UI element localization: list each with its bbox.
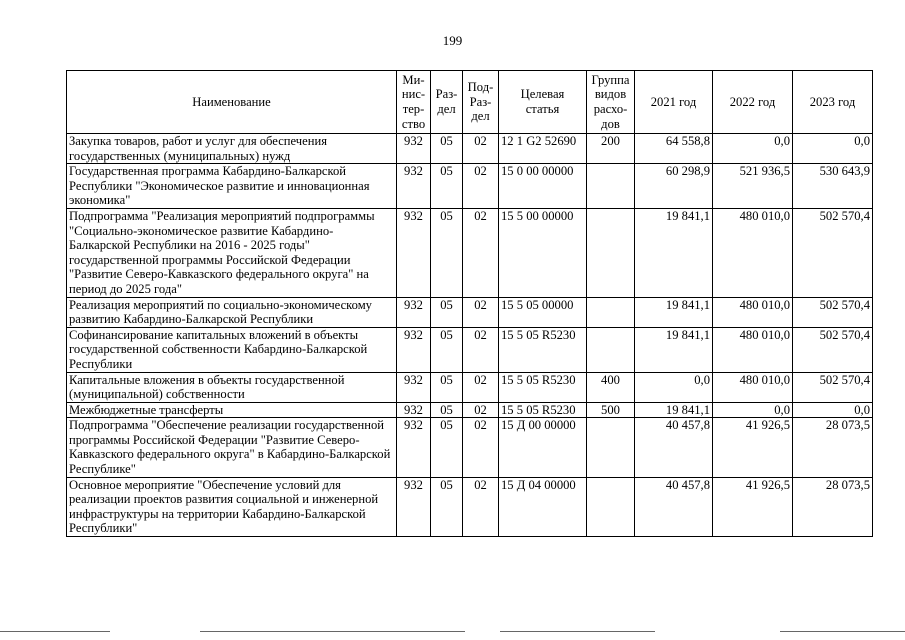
row-2022: 480 010,0 bbox=[713, 372, 793, 402]
row-name: Софинансирование капитальных вложений в объекты государственной собственности Кабардино-Балкарской Республики bbox=[67, 327, 397, 372]
scan-edge-line bbox=[780, 631, 905, 632]
header-2022: 2022 год bbox=[713, 71, 793, 134]
row-2021: 19 841,1 bbox=[635, 297, 713, 327]
header-name: Наименование bbox=[67, 71, 397, 134]
row-section: 05 bbox=[431, 418, 463, 477]
row-target: 15 Д 00 00000 bbox=[499, 418, 587, 477]
row-section: 05 bbox=[431, 164, 463, 209]
header-ministry-line: нис- bbox=[401, 87, 426, 102]
table-row bbox=[67, 134, 873, 164]
header-section bbox=[431, 71, 463, 134]
table-row bbox=[67, 418, 873, 477]
header-subsection-line: Раз- bbox=[469, 94, 492, 109]
row-2021: 60 298,9 bbox=[635, 164, 713, 209]
row-2022: 480 010,0 bbox=[713, 327, 793, 372]
row-2021: 19 841,1 bbox=[635, 208, 713, 297]
row-group bbox=[587, 327, 635, 372]
scan-edge-line bbox=[0, 631, 110, 632]
row-subsection: 02 bbox=[463, 327, 499, 372]
row-target: 12 1 G2 52690 bbox=[499, 134, 587, 164]
header-ministry-line: ство bbox=[401, 116, 426, 131]
header-target bbox=[499, 71, 587, 134]
header-subsection bbox=[463, 71, 499, 134]
row-name: Межбюджетные трансферты bbox=[67, 402, 397, 418]
row-2022: 41 926,5 bbox=[713, 477, 793, 536]
scan-edge-line bbox=[500, 631, 655, 632]
header-section-line: Раз- bbox=[435, 87, 458, 102]
table-row bbox=[67, 208, 873, 297]
row-section: 05 bbox=[431, 372, 463, 402]
row-2022: 521 936,5 bbox=[713, 164, 793, 209]
row-section: 05 bbox=[431, 327, 463, 372]
row-group bbox=[587, 418, 635, 477]
page-number: 199 bbox=[442, 33, 463, 48]
row-2022: 480 010,0 bbox=[713, 208, 793, 297]
row-2023: 0,0 bbox=[793, 402, 873, 418]
row-ministry: 932 bbox=[397, 372, 431, 402]
row-name: Государственная программа Кабардино-Балкарской Республики "Экономическое развитие и инновационная экономика" bbox=[67, 164, 397, 209]
row-2023: 28 073,5 bbox=[793, 477, 873, 536]
row-subsection: 02 bbox=[463, 164, 499, 209]
row-ministry: 932 bbox=[397, 208, 431, 297]
table-row bbox=[67, 372, 873, 402]
row-group bbox=[587, 297, 635, 327]
row-subsection: 02 bbox=[463, 297, 499, 327]
row-2022: 480 010,0 bbox=[713, 297, 793, 327]
row-subsection: 02 bbox=[463, 477, 499, 536]
row-2022: 0,0 bbox=[713, 402, 793, 418]
row-target: 15 0 00 00000 bbox=[499, 164, 587, 209]
header-group-line: видов bbox=[594, 87, 627, 102]
row-2022: 0,0 bbox=[713, 134, 793, 164]
row-target: 15 5 00 00000 bbox=[499, 208, 587, 297]
row-group bbox=[587, 477, 635, 536]
row-section: 05 bbox=[431, 477, 463, 536]
row-2021: 40 457,8 bbox=[635, 477, 713, 536]
row-2022: 41 926,5 bbox=[713, 418, 793, 477]
row-2023: 502 570,4 bbox=[793, 327, 873, 372]
row-group bbox=[587, 208, 635, 297]
row-target: 15 Д 04 00000 bbox=[499, 477, 587, 536]
row-target: 15 5 05 00000 bbox=[499, 297, 587, 327]
header-ministry bbox=[397, 71, 431, 134]
header-2021: 2021 год bbox=[635, 71, 713, 134]
row-name: Подпрограмма "Реализация мероприятий подпрограммы "Социально-экономическое развитие Кабардино-Балкарской Республики на 2016 - 2025 годы" государственной программы Российской Федерации "Развитие Северо-Кавказского федерального округа" на период до 2025 года" bbox=[67, 208, 397, 297]
row-2023: 502 570,4 bbox=[793, 372, 873, 402]
row-ministry: 932 bbox=[397, 297, 431, 327]
row-group: 400 bbox=[587, 372, 635, 402]
table-row bbox=[67, 477, 873, 536]
row-subsection: 02 bbox=[463, 418, 499, 477]
header-subsection-line: дел bbox=[471, 109, 490, 124]
table-row bbox=[67, 327, 873, 372]
scan-edge-line bbox=[200, 631, 465, 632]
header-group-line: дов bbox=[601, 116, 620, 131]
header-target-line: Целевая bbox=[520, 87, 565, 102]
budget-table bbox=[66, 70, 873, 537]
row-group bbox=[587, 164, 635, 209]
row-subsection: 02 bbox=[463, 208, 499, 297]
row-ministry: 932 bbox=[397, 164, 431, 209]
row-ministry: 932 bbox=[397, 402, 431, 418]
row-ministry: 932 bbox=[397, 327, 431, 372]
row-2023: 502 570,4 bbox=[793, 208, 873, 297]
row-name: Основное мероприятие "Обеспечение условий для реализации проектов развития социальной и инженерной инфраструктуры на территории Кабардино-Балкарской Республики" bbox=[67, 477, 397, 536]
row-section: 05 bbox=[431, 134, 463, 164]
row-target: 15 5 05 R5230 bbox=[499, 402, 587, 418]
row-2021: 0,0 bbox=[635, 372, 713, 402]
header-2023: 2023 год bbox=[793, 71, 873, 134]
row-ministry: 932 bbox=[397, 477, 431, 536]
header-subsection-line: Под- bbox=[467, 80, 494, 95]
table-row bbox=[67, 164, 873, 209]
header-target-line: статья bbox=[525, 102, 560, 116]
row-section: 05 bbox=[431, 297, 463, 327]
row-group: 500 bbox=[587, 402, 635, 418]
row-subsection: 02 bbox=[463, 402, 499, 418]
header-group-line: Группа bbox=[591, 72, 630, 87]
row-subsection: 02 bbox=[463, 372, 499, 402]
row-2023: 502 570,4 bbox=[793, 297, 873, 327]
row-group: 200 bbox=[587, 134, 635, 164]
table-row bbox=[67, 402, 873, 418]
table-row bbox=[67, 297, 873, 327]
header-ministry-line: Ми- bbox=[402, 72, 425, 87]
row-2023: 28 073,5 bbox=[793, 418, 873, 477]
row-section: 05 bbox=[431, 402, 463, 418]
header-section-line: дел bbox=[437, 102, 456, 116]
row-name: Подпрограмма "Обеспечение реализации государственной программы Российской Федерации "Развитие Северо-Кавказского федерального округа" в Кабардино-Балкарской Республике" bbox=[67, 418, 397, 477]
row-name: Капитальные вложения в объекты государственной (муниципальной) собственности bbox=[67, 372, 397, 402]
header-row bbox=[67, 71, 873, 134]
row-subsection: 02 bbox=[463, 134, 499, 164]
header-ministry-line: тер- bbox=[402, 102, 425, 116]
row-ministry: 932 bbox=[397, 134, 431, 164]
row-name: Реализация мероприятий по социально-экономическому развитию Кабардино-Балкарской Республики bbox=[67, 297, 397, 327]
row-2021: 19 841,1 bbox=[635, 402, 713, 418]
row-2023: 0,0 bbox=[793, 134, 873, 164]
row-2023: 530 643,9 bbox=[793, 164, 873, 209]
header-group-line: расхо- bbox=[593, 102, 628, 116]
row-target: 15 5 05 R5230 bbox=[499, 327, 587, 372]
row-target: 15 5 05 R5230 bbox=[499, 372, 587, 402]
row-2021: 19 841,1 bbox=[635, 327, 713, 372]
row-2021: 40 457,8 bbox=[635, 418, 713, 477]
row-2021: 64 558,8 bbox=[635, 134, 713, 164]
row-name: Закупка товаров, работ и услуг для обеспечения государственных (муниципальных) нужд bbox=[67, 134, 397, 164]
row-ministry: 932 bbox=[397, 418, 431, 477]
row-section: 05 bbox=[431, 208, 463, 297]
header-group bbox=[587, 71, 635, 134]
